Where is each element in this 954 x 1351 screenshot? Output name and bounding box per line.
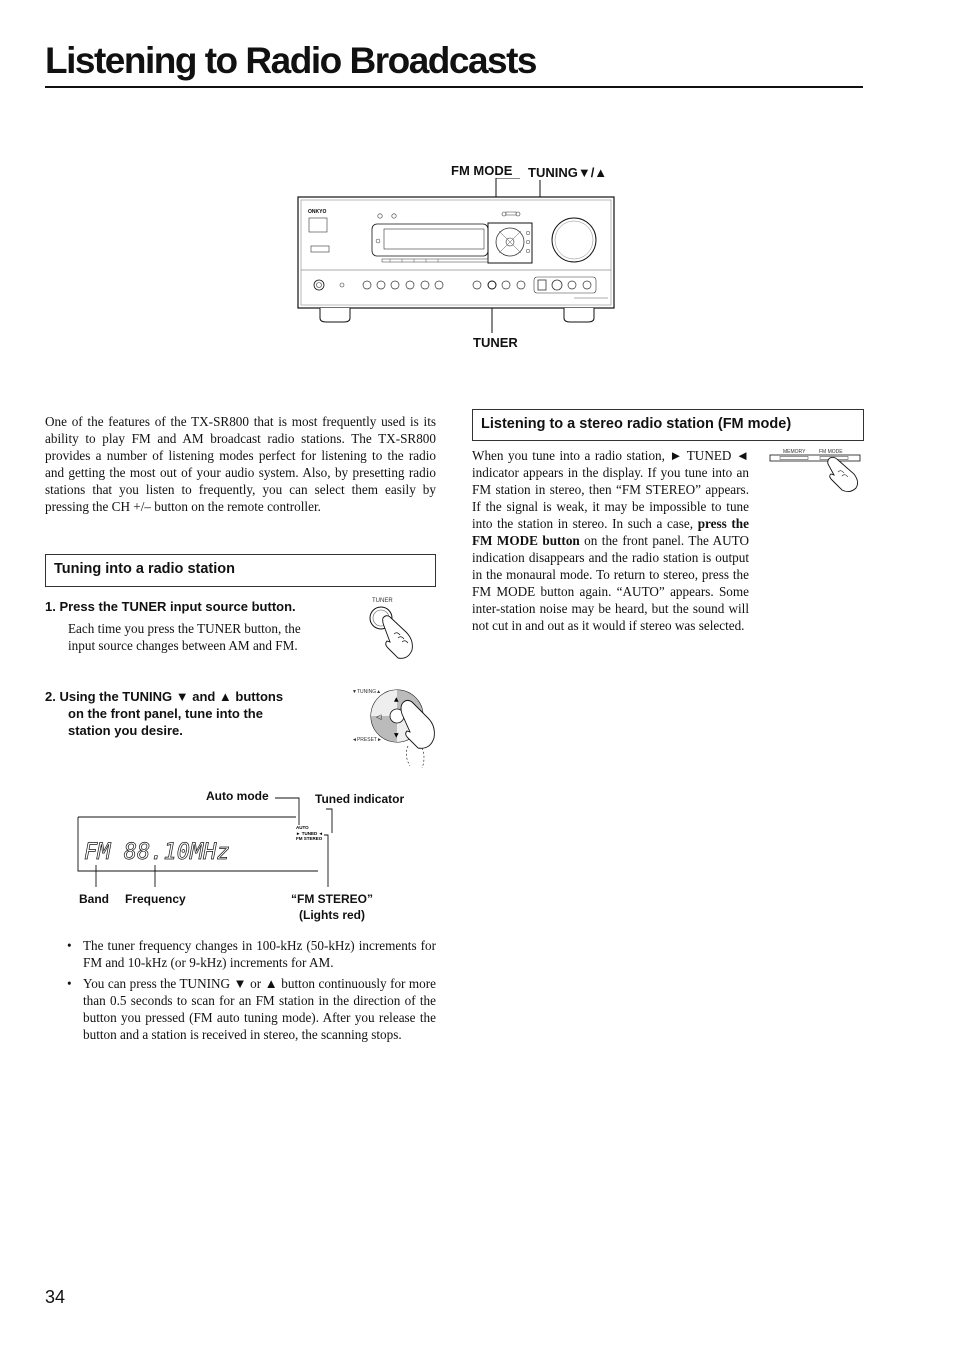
tuner-figure-label: TUNER [372,598,393,604]
tuner-button-press-illustration [366,604,422,664]
fm-mode-button-press-illustration [768,454,864,494]
frequency-readout: FM 88.10MHz [84,840,230,865]
tuning-section-heading: Tuning into a radio station [45,554,436,587]
step2-heading-line2: on the front panel, tune into the [68,706,263,721]
tuner-callout: TUNER [473,335,518,350]
page-number: 34 [45,1287,66,1307]
fm-mode-callout: FM MODE [451,163,513,178]
frequency-label: Frequency [125,892,186,906]
title-rule [45,86,863,88]
page-title: Listening to Radio Broadcasts [45,40,537,81]
display-panel-illustration [76,795,366,890]
step1-body: Each time you press the TUNER button, the input source changes between AM and FM. [68,621,301,653]
fm-stereo-indicator: FM STEREO [296,836,323,841]
svg-text:▼: ▼ [394,732,399,739]
stereo-section-heading: Listening to a stereo radio station (FM mode) [472,409,864,441]
tuning-notes-list [45,937,436,1047]
step2-heading-line3: station you desire. [68,723,183,738]
fm-stereo-label-line2: (Lights red) [299,908,365,922]
tuning-pad-press-illustration [364,684,444,770]
stereo-text-bold: press the FM MODE button [472,516,749,548]
band-label: Band [79,892,109,906]
preset-pad-label: ◄PRESET► [352,737,382,743]
tuned-indicator: ► TUNED ◄ [296,831,323,836]
stereo-paragraph [472,447,749,634]
memory-figure-label: MEMORY [783,449,806,455]
receiver-front-panel-illustration [290,178,620,333]
list-item: • The tuner frequency changes in 100-kHz (50-kHz) increments for FM and 10-kHz (or 9-kHz) increments for AM. [45,937,436,971]
tuning-pad-label: ▼TUNING▲ [352,689,382,695]
fm-stereo-label-line1: “FM STEREO” [290,892,373,906]
svg-text:▲: ▲ [394,696,399,703]
step2-heading-line1: 2. Using the TUNING ▼ and ▲ buttons [45,689,284,704]
step1-heading: 1. Press the TUNER input source button. [45,599,296,614]
tuned-indicator-label: Tuned indicator [315,792,405,806]
stereo-text-part1: When you tune into a radio station, ► TUNED ◄ indicator appears in the display. If you tune into an FM station in stereo, then “FM STEREO” appears. If the signal is weak, it may be impossible to tune into the station in stereo. In such a case, [472,448,749,531]
tuning-callout: TUNING▼/▲ [528,165,608,180]
auto-mode-label: Auto mode [206,789,269,803]
svg-text:◁: ◁ [376,713,382,721]
fm-mode-figure-label: FM MODE [819,449,843,455]
auto-indicator: AUTO [296,825,309,830]
stereo-text-part2: on the front panel. The AUTO indication disappears and the radio station is output in the monaural mode. To return to stereo, press the FM MODE button again. “AUTO” appears. Some inter-station noise may be heard, but the sound will not cut in and out as it would if stereo was selected. [472,533,749,633]
brand-logo: ONKYO [308,209,327,215]
intro-paragraph: One of the features of the TX-SR800 that is most frequently used is its ability to play FM and AM broadcast radio stations. The TX-SR800 provides a number of listening modes perfect for listening to the radio and getting the most out of your audio system. Also, by presetting radio stations that you listen to frequently, you can select them easily by pressing the CH +/– button on the remote controller. [45,414,436,514]
list-item: • You can press the TUNING ▼ or ▲ button continuously for more than 0.5 seconds to scan for an FM station in the direction of the button you pressed (FM auto tuning mode). After you release the button and a station is received in stereo, the scanning stops. [45,975,436,1043]
